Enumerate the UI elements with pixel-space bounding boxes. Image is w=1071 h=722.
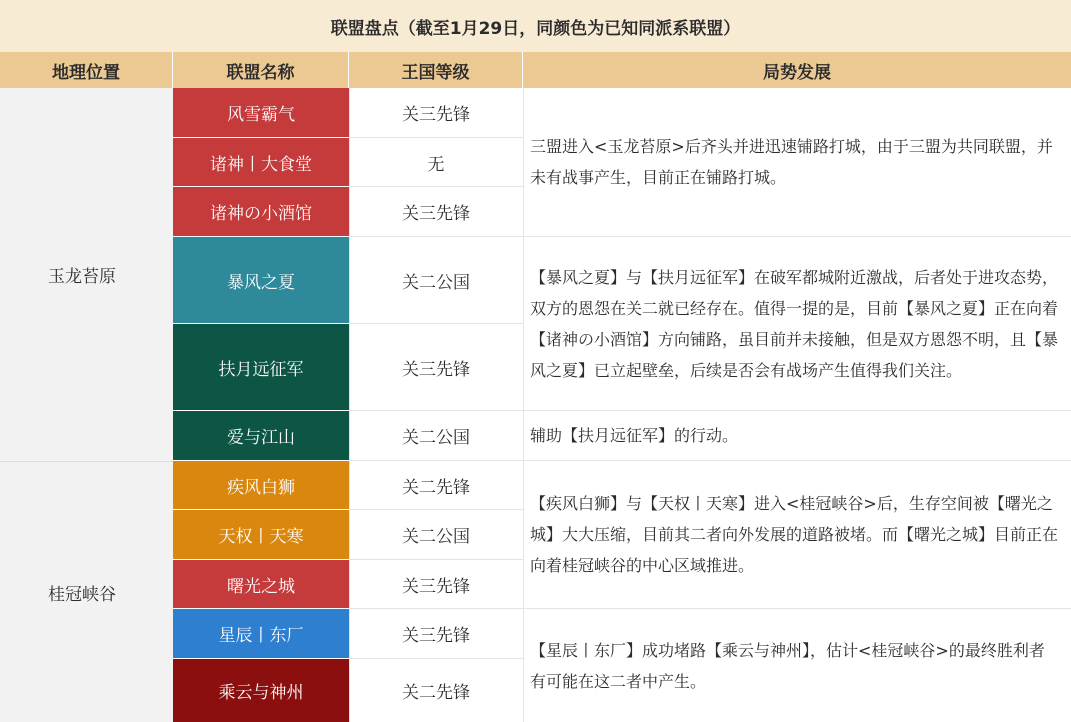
alliance-name: 诸神の小酒馆 [173,187,349,237]
header-location: 地理位置 [0,52,173,88]
development-content: 【星辰丨东厂】成功堵路【乘云与神州】，估计<桂冠峡谷>的最终胜利者有可能在这二者中产生。 [530,640,1045,691]
development-content: 【暴风之夏】与【扶月远征军】在破军都城附近激战，后者处于进攻态势，双方的恩怨在关二就已经存在。值得一提的是，目前【暴风之夏】正在向着【诸神の小酒馆】方向铺路，虽目前并未接触，但是双方恩怨不明，且【暴风之夏】已立起壁垒，后续是否会有战场产生值得我们关注。 [530,267,1059,380]
alliance-rank: 关三先锋 [349,187,523,237]
alliance-name: 疾风白狮 [173,461,349,510]
header-alliance: 联盟名称 [173,52,349,88]
header-development: 局势发展 [763,62,831,83]
development-text [523,88,1071,237]
column-divider [349,88,350,722]
alliance-rank: 关三先锋 [349,609,523,659]
alliance-name: 风雪霸气 [173,88,349,138]
development-content: 三盟进入<玉龙苔原>后齐头并进迅速铺路打城，由于三盟为共同联盟，并未有战事产生，目前正在铺路打城。 [530,137,1053,187]
region-yulong: 玉龙苔原 [0,88,173,461]
development-text [523,237,1071,411]
alliance-rank: 关二公国 [349,237,523,324]
table-title: 联盟盘点（截至1月29日，同颜色为已知同派系联盟） [0,0,1071,52]
development-text [523,609,1071,722]
development-content: 辅助【扶月远征军】的行动。 [530,426,739,445]
development-text [523,411,1071,461]
alliance-rank: 关三先锋 [349,88,523,138]
column-divider [523,88,524,722]
alliance-name: 曙光之城 [173,560,349,609]
alliance-rank: 无 [349,138,523,187]
header-rank: 王国等级 [349,52,523,88]
alliance-rank: 关二公国 [349,411,523,461]
alliance-name: 扶月远征军 [173,324,349,411]
alliance-name: 星辰丨东厂 [173,609,349,659]
alliance-name: 暴风之夏 [173,237,349,324]
alliance-name: 乘云与神州 [173,659,349,722]
table-header [0,52,1071,88]
alliance-rank: 关二公国 [349,510,523,560]
alliance-rank: 关三先锋 [349,324,523,411]
development-text [523,461,1071,609]
alliance-rank: 关二先锋 [349,659,523,722]
alliance-name: 爱与江山 [173,411,349,461]
alliance-rank: 关三先锋 [349,560,523,609]
alliance-name: 天权丨天寒 [173,510,349,560]
region-guiguan: 桂冠峡谷 [0,462,173,722]
alliance-rank: 关二先锋 [349,461,523,510]
development-content: 【疾风白狮】与【天权丨天寒】进入<桂冠峡谷>后，生存空间被【曙光之城】大大压缩，目前其二者向外发展的道路被堵。而【曙光之城】目前正在向着桂冠峡谷的中心区域推进。 [530,494,1059,575]
alliance-name: 诸神丨大食堂 [173,138,349,187]
